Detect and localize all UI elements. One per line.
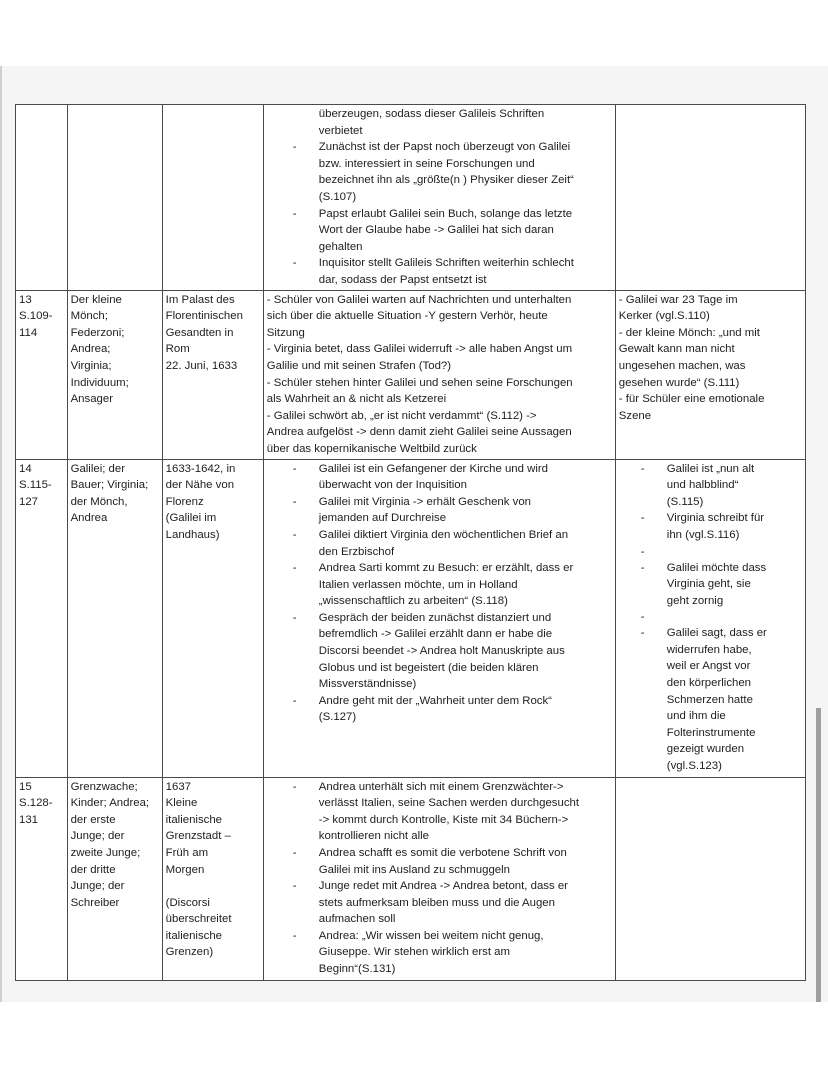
text-line: Giuseppe. Wir stehen wirklich erst am bbox=[318, 946, 510, 959]
text-line: Globus und ist begeistert (die beiden klären bbox=[318, 661, 539, 674]
text-line: Missverständnisse) bbox=[318, 678, 417, 691]
text-line: überzeugen, sodass dieser Galileis Schriften bbox=[318, 108, 545, 120]
summary-list bbox=[267, 779, 612, 978]
text-line: - Papst erlaubt Galilei sein Buch, solange das letzte bbox=[318, 207, 573, 220]
list-item bbox=[267, 527, 612, 560]
text-line: 13 bbox=[19, 293, 32, 306]
text-line: „wissenschaftlich zu arbeiten“ (S.118) bbox=[318, 595, 508, 608]
text-line: der dritte bbox=[70, 863, 116, 876]
text-line: 14 bbox=[19, 462, 32, 475]
table-row bbox=[16, 290, 806, 459]
text-line: Mönch; bbox=[70, 310, 108, 323]
notes-list bbox=[619, 461, 802, 775]
summary-list bbox=[267, 139, 612, 288]
scrollbar[interactable] bbox=[816, 708, 821, 1002]
text-line: Folterinstrumente bbox=[666, 726, 756, 739]
place-cell bbox=[162, 777, 263, 980]
text-line: Galilei mit ins Ausland zu schmuggeln bbox=[318, 863, 511, 876]
text-line: verbietet bbox=[318, 124, 363, 137]
text-line: Kerker (vgl.S.110) bbox=[618, 310, 710, 323]
text-line: Landhaus) bbox=[165, 528, 220, 541]
text-line: Früh am bbox=[165, 846, 209, 859]
list-item bbox=[267, 494, 612, 527]
text-line: Individuum; bbox=[70, 376, 129, 389]
text-line: (Galilei im bbox=[165, 512, 217, 525]
text-line: - Andrea Sarti kommt zu Besuch: er erzählt, dass er bbox=[318, 562, 574, 575]
text-line: sich über die aktuelle Situation -Y gestern Verhör, heute bbox=[266, 310, 548, 323]
list-item bbox=[267, 255, 612, 288]
text-line: 1637 bbox=[165, 780, 191, 793]
text-line: kontrollieren nicht alle bbox=[318, 830, 429, 843]
text-line: den Erzbischof bbox=[318, 545, 395, 558]
page-left-edge bbox=[0, 66, 2, 1002]
notes-cell bbox=[615, 777, 805, 980]
text-line: - Galilei sagt, dass er bbox=[666, 627, 767, 640]
text-line: Andrea aufgelöst -> denn damit zieht Galilei seine Aussagen bbox=[266, 426, 572, 439]
persons-cell bbox=[67, 777, 162, 980]
text-line: Szene bbox=[618, 409, 652, 422]
text-line: - Schüler von Galilei warten auf Nachrichten und unterhalten bbox=[266, 293, 572, 306]
text-line: - Galilei ist ein Gefangener der Kirche und wird bbox=[318, 462, 548, 475]
list-item bbox=[619, 510, 802, 543]
text-line: - Andrea unterhält sich mit einem Grenzwächter-> bbox=[318, 780, 564, 793]
text-line: 131 bbox=[19, 813, 39, 826]
text-line: - Galilei war 23 Tage im bbox=[618, 293, 738, 306]
text-line: S.109- bbox=[19, 310, 53, 323]
persons-cell bbox=[67, 105, 162, 291]
summary-cell bbox=[263, 459, 615, 777]
list-item bbox=[267, 560, 612, 610]
text-line: weil er Angst vor bbox=[666, 660, 751, 673]
text-line: italienische bbox=[165, 813, 223, 826]
list-item bbox=[267, 610, 612, 693]
scene-table bbox=[15, 104, 806, 981]
text-line: über das kopernikanische Weltbild zurück bbox=[266, 442, 477, 455]
list-spacer bbox=[619, 609, 802, 625]
summary-list bbox=[267, 461, 612, 727]
list-item bbox=[619, 461, 802, 511]
text-line: dar, sodass der Papst entsetzt ist bbox=[318, 273, 487, 286]
text-line: Wort der Glaube habe -> Galilei hat sich daran bbox=[318, 224, 554, 237]
text-line: der Nähe von bbox=[165, 479, 235, 492]
text-line: den körperlichen bbox=[666, 677, 752, 690]
text-line: 127 bbox=[19, 495, 39, 508]
summary-cell bbox=[263, 105, 615, 291]
text-line: Virginia geht, sie bbox=[666, 578, 751, 591]
text-line: Virginia; bbox=[70, 359, 112, 372]
text-line: Florentinischen bbox=[165, 310, 243, 323]
list-item bbox=[619, 560, 802, 610]
text-line: - Junge redet mit Andrea -> Andrea betont, dass er bbox=[318, 880, 568, 893]
list-item bbox=[267, 693, 612, 726]
text-line: Gewalt kann man nicht bbox=[618, 343, 735, 356]
notes-cell bbox=[615, 105, 805, 291]
text-line: - Inquisitor stellt Galileis Schriften weiterhin schlecht bbox=[318, 257, 574, 270]
text-line: - Virginia schreibt für bbox=[666, 512, 765, 525]
notes-cell bbox=[615, 459, 805, 777]
table-row bbox=[16, 105, 806, 291]
text-line: S.128- bbox=[19, 797, 53, 810]
text-line: Gesandten in bbox=[165, 326, 234, 339]
text-line: Florenz bbox=[165, 495, 204, 508]
list-item bbox=[267, 928, 612, 978]
text-line: 1633-1642, in bbox=[165, 462, 236, 475]
text-line: stets aufmerksam bleiben muss und die Augen bbox=[318, 896, 555, 909]
text-line: überschreitet bbox=[165, 913, 232, 926]
text-line: Morgen bbox=[165, 863, 205, 876]
text-line: Junge; der bbox=[70, 880, 125, 893]
text-line: Galilei; der bbox=[70, 462, 126, 475]
text-line: bzw. interessiert in seine Forschungen und bbox=[318, 157, 535, 170]
list-item bbox=[267, 845, 612, 878]
text-line: Ansager bbox=[70, 393, 114, 406]
text-line: Schreiber bbox=[70, 896, 120, 909]
text-line: geht zornig bbox=[666, 594, 724, 607]
text-line: und halbblind“ bbox=[666, 479, 739, 492]
text-line: italienische bbox=[165, 929, 223, 942]
text-line: Andrea; bbox=[70, 343, 111, 356]
text-line: Kinder; Andrea; bbox=[70, 797, 150, 810]
text-line: gehalten bbox=[318, 240, 363, 253]
text-line: - Gespräch der beiden zunächst distanziert und bbox=[318, 611, 552, 624]
list-item bbox=[267, 878, 612, 928]
text-line: (vgl.S.123) bbox=[666, 760, 722, 773]
text-line: aufmachen soll bbox=[318, 913, 396, 926]
text-line: Grenzen) bbox=[165, 946, 214, 959]
text-line: - Galilei möchte dass bbox=[666, 561, 767, 574]
table-row bbox=[16, 777, 806, 980]
text-line: Grenzstadt – bbox=[165, 830, 231, 843]
text-line: verlässt Italien, seine Sachen werden durchgesucht bbox=[318, 797, 580, 810]
place-cell bbox=[162, 105, 263, 291]
text-line: - Andrea schafft es somit die verbotene Schrift von bbox=[318, 846, 567, 859]
list-spacer bbox=[619, 544, 802, 560]
text-line: - Zunächst ist der Papst noch überzeugt von Galilei bbox=[318, 141, 571, 154]
text-line: - Galilei schwört ab, „er ist nicht verdammt“ (S.112) -> bbox=[266, 409, 537, 422]
text-line: - Virginia betet, dass Galilei widerruft -> alle haben Angst um bbox=[266, 343, 573, 356]
list-item bbox=[267, 461, 612, 494]
summary-cell bbox=[263, 777, 615, 980]
persons-cell bbox=[67, 459, 162, 777]
summary-cell bbox=[263, 290, 615, 459]
text-line: (Discorsi bbox=[165, 896, 210, 909]
text-line: ihn (vgl.S.116) bbox=[666, 528, 740, 541]
notes-cell bbox=[615, 290, 805, 459]
persons-cell bbox=[67, 290, 162, 459]
list-item bbox=[267, 206, 612, 256]
text-line: überwacht von der Inquisition bbox=[318, 479, 467, 492]
text-line: Der kleine bbox=[70, 293, 122, 306]
scene-cell bbox=[16, 290, 68, 459]
place-cell bbox=[162, 290, 263, 459]
text-line: Federzoni; bbox=[70, 326, 125, 339]
list-item bbox=[619, 625, 802, 774]
list-item bbox=[267, 139, 612, 205]
text-line: 22. Juni, 1633 bbox=[165, 359, 238, 372]
scene-cell bbox=[16, 105, 68, 291]
text-line: jemanden auf Durchreise bbox=[318, 512, 447, 525]
text-line: ungesehen machen, was bbox=[618, 359, 746, 372]
text-line: Rom bbox=[165, 343, 190, 356]
text-line: Kleine bbox=[165, 797, 198, 810]
text-line: - Galilei diktiert Virginia den wöchentlichen Brief an bbox=[318, 528, 569, 541]
text-line: widerrufen habe, bbox=[666, 643, 752, 656]
text-line: Beginn“(S.131) bbox=[318, 963, 396, 976]
text-line: Bauer; Virginia; bbox=[70, 479, 149, 492]
text-line: (S.115) bbox=[666, 495, 704, 508]
text-line: Andrea bbox=[70, 512, 108, 525]
text-line: - für Schüler eine emotionale bbox=[618, 393, 765, 406]
text-line: Italien verlassen möchte, um in Holland bbox=[318, 578, 518, 591]
text-line: bezeichnet ihn als „größte(n ) Physiker dieser Zeit“ bbox=[318, 174, 574, 187]
text-line: - Andre geht mit der „Wahrheit unter dem Rock“ bbox=[318, 694, 552, 707]
text-line: gezeigt wurden bbox=[666, 743, 745, 756]
text-line: - Andrea: „Wir wissen bei weitem nicht genug, bbox=[318, 929, 544, 942]
text-line: Discorsi beendet -> Andrea holt Manuskripte aus bbox=[318, 645, 565, 658]
text-line: 114 bbox=[19, 326, 38, 339]
blank-line bbox=[166, 878, 260, 895]
text-line: zweite Junge; bbox=[70, 846, 141, 859]
text-line: und ihm die bbox=[666, 710, 726, 723]
table-row bbox=[16, 459, 806, 777]
text-line: - Schüler stehen hinter Galilei und sehen seine Forschungen bbox=[266, 376, 573, 389]
text-line: Im Palast des bbox=[165, 293, 235, 306]
text-line: Grenzwache; bbox=[70, 780, 138, 793]
list-item bbox=[267, 779, 612, 845]
text-line: der erste bbox=[70, 813, 116, 826]
text-line: (S.107) bbox=[318, 190, 357, 203]
text-line: 15 bbox=[19, 780, 32, 793]
summary-continuation bbox=[267, 106, 612, 139]
text-line: - der kleine Mönch: „und mit bbox=[618, 326, 760, 339]
text-line: gesehen wurde“ (S.111) bbox=[618, 376, 740, 389]
text-line: - Galilei ist „nun alt bbox=[666, 462, 755, 475]
text-line: Schmerzen hatte bbox=[666, 693, 753, 706]
text-line: - Galilei mit Virginia -> erhält Geschenk von bbox=[318, 495, 531, 508]
scene-cell bbox=[16, 459, 68, 777]
text-line: Junge; der bbox=[70, 830, 125, 843]
text-line: als Wahrheit an & nicht als Ketzerei bbox=[266, 393, 447, 406]
text-line: befremdlich -> Galilei erzählt dann er habe die bbox=[318, 628, 553, 641]
text-line: der Mönch, bbox=[70, 495, 128, 508]
text-line: (S.127) bbox=[318, 711, 357, 724]
text-line: Sitzung bbox=[266, 326, 305, 339]
text-line: S.115- bbox=[19, 479, 52, 492]
place-cell bbox=[162, 459, 263, 777]
text-line: -> kommt durch Kontrolle, Kiste mit 34 Büchern-> bbox=[318, 813, 569, 826]
text-line: Galilie und mit seinen Strafen (Tod?) bbox=[266, 359, 452, 372]
scene-cell bbox=[16, 777, 68, 980]
